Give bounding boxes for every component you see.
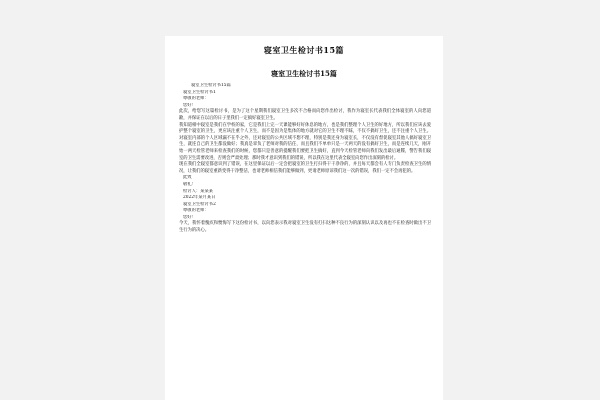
paragraph: 此次，给您写这篇检讨书，是为了这个星期我们寝室卫生多次不合格而向您作出检讨，我作为寝室长代表我们全体寝室的人向您道歉，并保证在以后的日子里我们一定搞好寝室卫生。 [179,109,431,121]
date: 2022年某月某日 [183,195,216,201]
greeting: 您好！ [183,102,196,108]
paragraph: 现在我们全寝室都意识到了错误，在这里保证以后一定会把寝室的卫生打扫得干干净净的，并且每天都会有人专门负责检查卫生的情况，让我们的寝室重新变得干净整洁，也请老师相信我们能够做到，更请老师原谅我们这一次的错误，我们一定不会再犯的。 [179,162,431,174]
paragraph: 今天，我怀着愧疚和懊悔写下这份检讨书，以向您表示我对寝室卫生没有打扫这种不良行为的深刻认识以及再也不在检查时做出不卫生行为的决心。 [179,221,431,234]
signer: 检讨人：某某某 [183,188,214,194]
document-title: 寝室卫生检讨书15篇 [263,45,345,55]
salutation: 尊敬的老师： [183,208,209,214]
greeting: 您好！ [183,214,196,220]
document-page [165,36,443,400]
letter-heading: 寝室卫生检讨书1 [183,89,216,95]
closing-line: 此致 [183,175,192,181]
document-body [179,83,431,235]
closing-line: 敬礼！ [183,181,196,187]
letter-heading: 寝室卫生检讨书2 [183,201,216,207]
sub-title: 寝室卫生检讨书15篇 [191,83,231,88]
content-title: 寝室卫生检讨书15篇 [271,69,337,78]
salutation: 尊敬的老师： [183,96,209,102]
paragraph: 我知道相中寝室是我们在学校的家，它是我们上完一天课能够好好休息的地方，也是我们整理个人卫生的好地方，所以我们应该去爱护整个寝室的卫生，更应该注重个人卫生，而不是因为是集体的地方就对它的卫生不理不睬，不仅不搞好卫生，还不注重个人卫生。对寝室内部的个人区域漏不在乎之外，还对寝室的公共区域不想不理，特别是我还身为寝室长，不仅没有督促寝室其他人搞好寝室卫生，就连自己的卫生都没做好；我真是辜负了老师对我的信任，而且我们不单单只是一天两天的没有搞好卫生，而是连续几天，刚开始一两天检管老师来检查我们的时候，您都只是善意的提醒我们要把卫生搞好，直到今天检管老师向我们发出最后通牒，警告我们寝室的卫生需要改进，否则会严肃处理；那时我才意识到我们的错误，所以我在这里代表全寝室向您作出深刻的检讨。 [179,122,431,161]
